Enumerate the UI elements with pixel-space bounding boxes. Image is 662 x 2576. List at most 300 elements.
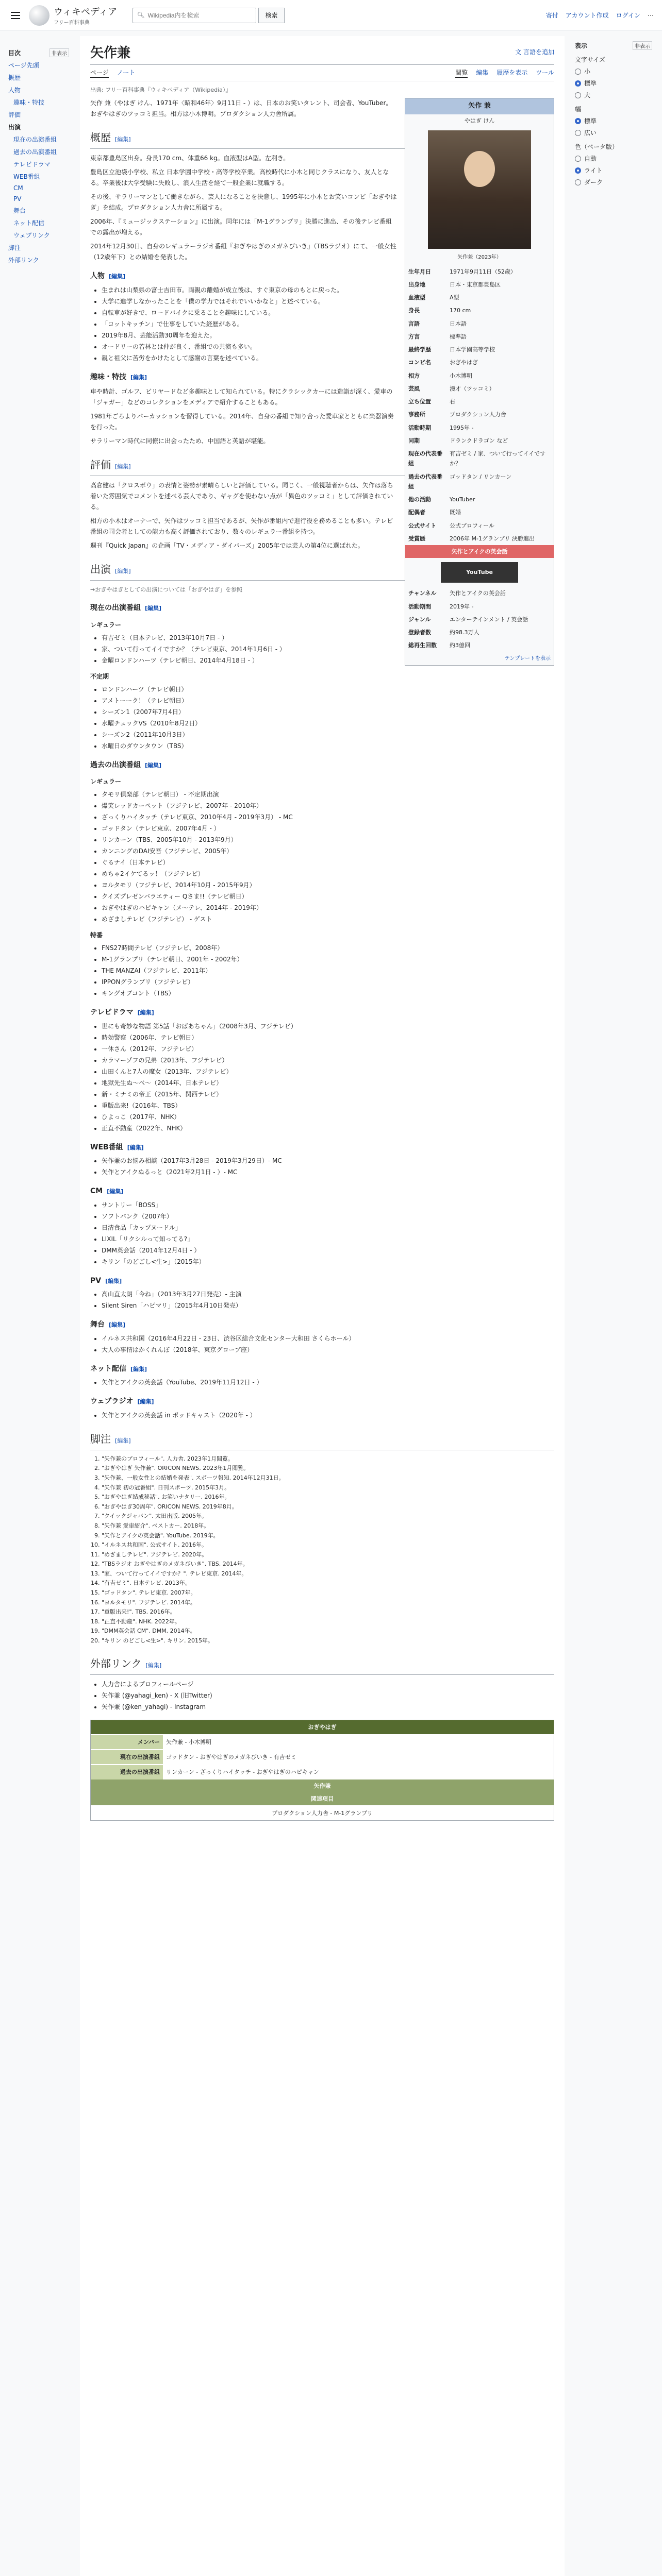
edit-link[interactable]: [編集] — [130, 374, 147, 381]
edit-label: 編集 — [140, 1009, 152, 1016]
section-shutsuen-title: 出演 — [90, 563, 111, 575]
language-icon: 文 — [515, 48, 522, 56]
list-item[interactable]: • 新・ミナミの帝王（2015年、関西テレビ） — [102, 1089, 554, 1100]
toc-item[interactable]: ネット配信 — [13, 219, 45, 227]
list-item[interactable]: • IPPONグランプリ（フジテレビ） — [102, 977, 554, 988]
appearance-option[interactable] — [575, 91, 652, 99]
edit-label: 編集 — [117, 463, 129, 470]
paragraph: サラリーマン時代に同僚に出会ったため、中国語と英語が堪能。 — [90, 437, 270, 445]
list-item[interactable]: • 2019年8月、芸能活動30周年を迎えた。 — [102, 330, 554, 341]
width-label: 幅 — [575, 106, 582, 113]
youtube-row — [405, 613, 554, 626]
list-item[interactable]: • ざっくりハイタッチ（テレビ東京、2010年4月 - 2019年3月） - MC — [102, 812, 554, 823]
option-label: ライト — [584, 167, 603, 174]
list-item[interactable]: • ぐるナイ（日本テレビ） — [102, 857, 554, 868]
edit-link[interactable]: [編集] — [115, 136, 131, 143]
toc-item[interactable]: ページ先頭 — [8, 62, 39, 69]
logo-title: ウィキペディア — [54, 7, 118, 18]
option-label: 広い — [584, 129, 597, 137]
infobox-value: 漫才（ツッコミ） — [450, 385, 495, 392]
appearance-option[interactable] — [575, 154, 652, 163]
photo-caption: 矢作兼（2023年） — [457, 255, 502, 260]
list-item[interactable]: • 矢作兼 (@ken_yahagi) - Instagram — [102, 1702, 554, 1713]
toc-sidebar — [0, 36, 77, 273]
edit-label: 編集 — [117, 568, 129, 574]
infobox-value: 小木博明 — [450, 372, 472, 379]
toc-item[interactable]: 評価 — [8, 111, 21, 118]
list-item[interactable]: 20. "キリン のどごし<生>". キリン. 2015年。 — [102, 1636, 554, 1646]
list-item[interactable]: • M-1グランプリ（テレビ朝日、2001年 - 2002年） — [102, 954, 554, 965]
search-box — [133, 8, 284, 23]
infobox-row — [405, 304, 554, 317]
navbox-row — [91, 1764, 554, 1779]
youtube-row — [405, 626, 554, 639]
edit-link[interactable]: [編集] — [109, 273, 126, 280]
infobox-key: 芸風 — [408, 385, 420, 392]
article-content — [90, 98, 554, 1821]
infobox-key: 現在の代表番組 — [408, 450, 442, 467]
list-item[interactable]: • DMM英会話（2014年12月4日 - ） — [102, 1245, 554, 1256]
infobox-value: 日本学園高等学校 — [450, 346, 495, 353]
edit-link[interactable]: [編集] — [145, 761, 162, 769]
infobox-value: 2006年 M-1グランプリ 決勝進出 — [450, 535, 535, 542]
list-item[interactable]: 2. "おぎやはぎ 矢作兼". ORICON NEWS. 2023年1月閲覧。 — [102, 1464, 554, 1473]
navbox-list[interactable]: リンカーン - ざっくりハイタッチ - おぎやはぎのハピキャン — [163, 1765, 554, 1779]
paragraph: 高倉健は「クロスボウ」の表情と姿勢が素晴らしいと評価している。同じく、一般視聴者からは、矢作は落ち着いた雰囲気でコメントを述べる芸人であり、ギャグを使わない点が「異色のツッコミ」として評価されている。 — [90, 482, 393, 511]
list-item[interactable]: • 大人の事情はかくれんぼ（2018年、東京グローブ座） — [102, 1345, 554, 1355]
radio-button[interactable] — [575, 156, 581, 162]
site-header — [0, 0, 662, 31]
paragraph: 東京都豊島区出身。身長170 cm、体重66 kg。血液型はA型。左利き。 — [90, 155, 290, 162]
radio-button[interactable] — [575, 69, 581, 75]
edit-label: 編集 — [111, 1321, 123, 1329]
section-net-title: ネット配信 — [90, 1364, 126, 1373]
section-cm — [90, 1185, 554, 1198]
edit-link[interactable]: [編集] — [130, 1365, 147, 1372]
tab-page[interactable]: ページ — [90, 68, 109, 78]
youtube-table — [405, 587, 554, 652]
infobox-value: YouTuber — [450, 496, 475, 503]
toc-item[interactable]: 概歴 — [8, 74, 21, 81]
youtube-row — [405, 600, 554, 613]
infobox-row — [405, 493, 554, 506]
section-pv-title: PV — [90, 1276, 102, 1285]
section-gaireki-title: 概歴 — [90, 131, 111, 144]
edit-link[interactable]: [編集] — [145, 1662, 162, 1669]
navbox-label: 過去の出演番組 — [91, 1765, 163, 1779]
youtube-value: 矢作とアイクの英会話 — [450, 590, 506, 597]
list-item[interactable]: • 「コットキッチン」で仕事をしていた経歴がある。 — [102, 319, 554, 330]
paragraph: 相方の小木はオーナーで、矢作はツッコミ担当であるが、矢作が番組内で進行役を務めることも多い。テレビ番組の司会者としての能力も高く評価されており、数々のレギュラー番組を持つ。 — [90, 517, 393, 535]
infobox-key: 言語 — [408, 320, 420, 327]
list-item[interactable]: 18. "正直不動産". NHK. 2022年。 — [102, 1617, 554, 1626]
list-item[interactable]: 15. "ゴッドタン". テレビ東京. 2007年。 — [102, 1588, 554, 1598]
list-item[interactable]: 1. "矢作兼のプロフィール". 人力舎. 2023年1月閲覧。 — [102, 1454, 554, 1464]
infobox-row — [405, 278, 554, 291]
list-item[interactable]: • ひよっこ（2017年、NHK） — [102, 1112, 554, 1123]
infobox-key: 相方 — [408, 372, 420, 379]
option-label: 大 — [584, 92, 591, 99]
navbox-row — [91, 1749, 554, 1764]
edit-link[interactable]: [編集] — [115, 1437, 131, 1444]
current-irregular-list — [102, 684, 554, 752]
list-item[interactable]: 13. "家、ついて行ってイイですか？". テレビ東京. 2014年。 — [102, 1569, 554, 1579]
site-logo-text[interactable] — [54, 5, 117, 26]
list-item[interactable]: • ロンドンハーツ（テレビ朝日） — [102, 684, 554, 695]
list-item[interactable]: • 金曜ロンドンハーツ（テレビ朝日、2014年4月18日 - ） — [102, 655, 554, 666]
more-options-icon[interactable]: ⋯ — [648, 11, 654, 19]
appearance-panel — [570, 36, 657, 195]
list-item[interactable]: • シーズン2（2011年10月3日） — [102, 730, 554, 740]
section-gaibu — [90, 1655, 554, 1675]
option-label: 小 — [584, 68, 591, 75]
youtube-key: チャンネル — [408, 590, 437, 597]
list-item[interactable]: 17. "重版出来!". TBS. 2016年。 — [102, 1607, 554, 1617]
youtube-row — [405, 587, 554, 600]
option-label: 標準 — [584, 117, 597, 125]
paragraph: 車や時計、ゴルフ、ビリヤードなど多趣味として知られている。特にクラシックカーには造詣が深く、愛車の「ジャガー」などのコレクションをメディアで紹介することもある。 — [90, 388, 393, 406]
list-item[interactable]: • 時効警察（2006年、テレビ朝日） — [102, 1032, 554, 1043]
infobox-value: 170 cm — [450, 307, 471, 314]
section-past-title: 過去の出演番組 — [90, 760, 141, 769]
infobox-table — [405, 265, 554, 546]
list-item[interactable]: • LIXIL「リクシルって知ってる?」 — [102, 1234, 554, 1245]
list-item[interactable]: • Silent Siren「ハピマリ」（2015年4月10日発売） — [102, 1300, 554, 1311]
list-item[interactable]: • THE MANZAI（フジテレビ、2011年） — [102, 965, 554, 976]
tab-read[interactable]: 閲覧 — [455, 68, 468, 78]
list-item[interactable]: • リンカーン（TBS、2005年10月 - 2013年9月） — [102, 835, 554, 845]
appearance-hide-button[interactable]: 非表示 — [633, 41, 652, 50]
toc-item[interactable]: 現在の出演番組 — [13, 136, 57, 143]
cm-list — [102, 1200, 554, 1267]
toc-item[interactable]: 趣味・特技 — [13, 99, 45, 106]
toc-item[interactable]: 脚注 — [8, 244, 21, 251]
section-gaibu-title: 外部リンク — [90, 1657, 142, 1670]
list-item[interactable]: • 生まれは山梨県の富士吉田市。両親の離婚が成立後は、すぐ東京の母のもとに戻った。 — [102, 285, 554, 296]
radio-button[interactable] — [575, 179, 581, 185]
infobox-value: ドランクドラゴン など — [450, 437, 508, 444]
paragraph: 2014年12月30日、自身のレギュラーラジオ番組『おぎやはぎのメガネびいき』（TBSラジオ）にて、一般女性（12歳年下）との結婚を発表した。 — [90, 243, 396, 261]
appearance-option[interactable] — [575, 128, 652, 137]
list-item[interactable]: 16. "ヨルタモリ". フジテレビ. 2014年。 — [102, 1598, 554, 1607]
list-item[interactable]: 9. "矢作とアイクの英会話". YouTube. 2019年。 — [102, 1531, 554, 1540]
list-item[interactable]: • 大学に進学しなかったことを「僕の学力ではそれでいいかなと」と述べている。 — [102, 296, 554, 307]
paragraph: 1981年ごろよりパーカッションを習得している。2014年、自身の番組で知り合った愛車家とともに楽器演奏を行った。 — [90, 413, 394, 431]
toc-item[interactable]: CM — [13, 184, 23, 192]
list-item[interactable]: • ソフトバンク（2007年） — [102, 1211, 554, 1222]
list-item[interactable]: • 正直不動産（2022年、NHK） — [102, 1123, 554, 1134]
edit-label: 編集 — [117, 1437, 129, 1444]
list-item[interactable]: • 家、ついて行ってイイですか？（テレビ東京、2014年1月6日 - ） — [102, 644, 554, 655]
list-item[interactable]: • クイズプレゼンバラエティー Qさま!!（テレビ朝日） — [102, 891, 554, 902]
list-item[interactable]: • 自転車が好きで、ロードバイクに乗ることを趣味にしている。 — [102, 308, 554, 318]
list-item[interactable]: • 日清食品「カップヌードル」 — [102, 1223, 554, 1233]
list-item[interactable]: 6. "おぎやはぎ30周年". ORICON NEWS. 2019年8月。 — [102, 1502, 554, 1512]
list-item[interactable]: • ゴッドタン（テレビ東京、2007年4月 - ） — [102, 823, 554, 834]
infobox-value: 1995年 - — [450, 424, 474, 431]
list-item[interactable]: • 有吉ゼミ（日本テレビ、2013年10月7日 - ） — [102, 633, 554, 643]
list-item[interactable]: • タモリ倶楽部（テレビ朝日） - 不定期出演 — [102, 789, 554, 800]
edit-link[interactable]: [編集] — [127, 1144, 144, 1151]
edit-label: 編集 — [111, 273, 123, 280]
past-regular-label: レギュラー — [90, 778, 122, 786]
radio-button[interactable] — [575, 92, 581, 98]
edit-label: 編集 — [133, 374, 145, 381]
tab-edit[interactable]: 編集 — [476, 69, 489, 76]
list-item[interactable]: • FNS27時間テレビ（フジテレビ、2008年） — [102, 943, 554, 954]
radio-button[interactable] — [575, 130, 581, 136]
list-item[interactable]: 7. "クイックジャパン". 太田出版. 2005年。 — [102, 1512, 554, 1521]
section-drama — [90, 1006, 554, 1019]
appearance-header — [575, 41, 652, 50]
navbox-group-1[interactable]: 矢作兼 — [91, 1780, 554, 1792]
edit-label: 編集 — [147, 761, 159, 769]
list-item[interactable]: • 水曜日のダウンタウン（TBS） — [102, 741, 554, 752]
list-item[interactable]: • 矢作とアイクの英会話（YouTube、2019年11月12日 - ） — [102, 1377, 554, 1388]
list-item[interactable]: • 山田くんと7人の魔女（2013年、フジテレビ） — [102, 1066, 554, 1077]
edit-link[interactable]: [編集] — [105, 1277, 122, 1284]
navbox-list[interactable]: 矢作兼 - 小木博明 — [163, 1735, 554, 1749]
list-item[interactable]: • サントリー「BOSS」 — [102, 1200, 554, 1211]
infobox-row — [405, 447, 554, 470]
list-item[interactable]: • めちゃ2イケてるッ！（フジテレビ） — [102, 869, 554, 879]
edit-link[interactable]: [編集] — [109, 1321, 126, 1329]
main-menu-button[interactable] — [8, 8, 23, 23]
stage-list — [102, 1333, 554, 1355]
edit-link[interactable]: [編集] — [137, 1009, 154, 1016]
infobox-value: 有吉ゼミ / 家、ついて行ってイイですか？ — [450, 450, 546, 467]
edit-label: 編集 — [140, 1398, 152, 1405]
list-item[interactable]: • 地獄先生ぬ〜べ〜（2014年、日本テレビ） — [102, 1078, 554, 1089]
infobox-value: 既婚 — [450, 509, 461, 516]
section-stage — [90, 1318, 554, 1331]
list-item[interactable]: • 矢作とアイクの英会話 in ポッドキャスト（2020年 - ） — [102, 1410, 554, 1421]
infobox-value: A型 — [450, 294, 459, 301]
portrait-photo[interactable] — [428, 130, 531, 249]
section-current-title: 現在の出演番組 — [90, 604, 141, 613]
list-item[interactable]: • シーズン1（2007年7月4日） — [102, 707, 554, 718]
toc-item[interactable]: WEB番組 — [13, 173, 40, 180]
list-item[interactable]: • ヨルタモリ（フジテレビ、2014年10月 - 2015年9月） — [102, 880, 554, 891]
radio-button[interactable] — [575, 167, 581, 174]
appearance-option[interactable] — [575, 79, 652, 88]
youtube-section-title: 矢作とアイクの英会話 — [405, 545, 554, 558]
create-account-link[interactable]: アカウント作成 — [565, 12, 609, 19]
wikipedia-globe-logo[interactable] — [29, 5, 49, 26]
list-item[interactable]: 3. "矢作兼、一般女性との結婚を発表". スポーツ報知. 2014年12月31日。 — [102, 1473, 554, 1483]
section-kyakuchu-title: 脚注 — [90, 1432, 111, 1445]
infobox-key: 立ち位置 — [408, 398, 431, 405]
list-item[interactable]: 10. "イルネス共和国". 公式サイト. 2016年。 — [102, 1540, 554, 1550]
infobox-key: 過去の代表番組 — [408, 473, 442, 490]
search-icon: 🔍︎ — [137, 11, 145, 19]
infobox-row — [405, 408, 554, 421]
infobox-row — [405, 506, 554, 519]
infobox-row — [405, 532, 554, 545]
special-label: 特番 — [90, 931, 103, 939]
infobox-row — [405, 265, 554, 278]
toc-title: 目次 — [8, 49, 21, 57]
list-item[interactable]: • 矢作兼 (@yahagi_ken) - X (旧Twitter) — [102, 1690, 554, 1701]
option-label: 自動 — [584, 155, 597, 162]
source-line: 出典: フリー百科事典『ウィキペディア（Wikipedia）』 — [90, 87, 231, 93]
section-shumi-title: 趣味・特技 — [90, 372, 126, 381]
infobox-row — [405, 369, 554, 382]
navbox-group2-list[interactable]: プロダクション人力舎 - M-1グランプリ — [91, 1806, 554, 1820]
edit-label: 編集 — [133, 1365, 145, 1372]
text-size-label: 文字サイズ — [575, 56, 606, 63]
appearance-option[interactable] — [575, 67, 652, 76]
navbox-row — [91, 1805, 554, 1820]
navbox-title[interactable]: おぎやはぎ — [91, 1720, 554, 1734]
list-item[interactable]: • 重版出来!（2016年、TBS） — [102, 1100, 554, 1111]
edit-label: 編集 — [147, 605, 159, 612]
list-item[interactable]: • 親と祖父に苦労をかけたとして感謝の言葉を述べている。 — [102, 353, 554, 364]
pv-list — [102, 1289, 554, 1311]
youtube-value: 約3億回 — [450, 642, 470, 649]
list-item[interactable]: • 矢作兼のお悩み相談（2017年3月28日 - 2019年3月29日）- MC — [102, 1156, 554, 1166]
drama-list — [102, 1021, 554, 1134]
infobox-row — [405, 382, 554, 395]
toc-item[interactable]: PV — [13, 195, 22, 202]
past-special-list — [102, 943, 554, 999]
edit-link[interactable]: [編集] — [137, 1398, 154, 1405]
color-label: 色（ベータ版） — [575, 143, 619, 150]
toc-hide-button[interactable]: 非表示 — [49, 48, 69, 57]
section-cm-title: CM — [90, 1187, 103, 1196]
appearance-option[interactable] — [575, 166, 652, 175]
list-item[interactable]: • 一休さん（2012年、フジテレビ） — [102, 1044, 554, 1055]
radio-button[interactable] — [575, 80, 581, 87]
edit-link[interactable]: [編集] — [145, 605, 162, 612]
template-link[interactable]: テンプレートを表示 — [504, 655, 551, 662]
navbox — [90, 1720, 554, 1821]
list-item[interactable]: 8. "矢作兼 愛車紹介". ベストカー. 2018年。 — [102, 1521, 554, 1531]
paragraph: 週刊『Quick Japan』の企画「TV・メディア・ダイバーズ」2005年では芸人の第4位に選ばれた。 — [90, 542, 364, 549]
toc-item[interactable]: ウェブリンク — [13, 232, 50, 239]
infobox-value: 右 — [450, 398, 455, 405]
list-item[interactable]: • 高山直太朗「今ね」（2013年3月27日発売）- 主演 — [102, 1289, 554, 1300]
navbox-label: 現在の出演番組 — [91, 1750, 163, 1764]
infobox-value: 1971年9月11日（52歳） — [450, 268, 516, 275]
infobox-key: 同期 — [408, 437, 420, 444]
list-item[interactable]: • 世にも奇妙な物語 第5話「おばあちゃん」（2008年3月、フジテレビ） — [102, 1021, 554, 1032]
list-item[interactable]: 19. "DMM英会話 CM". DMM. 2014年。 — [102, 1626, 554, 1636]
list-item[interactable]: • オードリーの若林とは仲が良く、番組での共演も多い。 — [102, 342, 554, 352]
toc-item[interactable]: 舞台 — [13, 207, 26, 214]
lang-label: 言語を追加 — [523, 48, 554, 56]
list-item[interactable]: • キングオブコント（TBS） — [102, 988, 554, 999]
edit-link[interactable]: [編集] — [115, 463, 131, 470]
tab-history[interactable]: 履歴を表示 — [496, 69, 528, 76]
section-web — [90, 1141, 554, 1154]
infobox-row — [405, 434, 554, 447]
list-item[interactable]: 5. "おぎやはぎ結成秘話". お笑いナタリー. 2016年。 — [102, 1493, 554, 1502]
infobox-row — [405, 356, 554, 369]
tab-talk[interactable]: ノート — [117, 69, 136, 76]
toc-item[interactable]: 出演 — [8, 124, 21, 131]
navbox-label: メンバー — [91, 1735, 163, 1749]
page-title: 矢作兼 — [90, 45, 131, 61]
infobox-key: 他の活動 — [408, 496, 431, 503]
edit-link[interactable]: [編集] — [115, 568, 131, 574]
infobox-key: 最終学歴 — [408, 346, 431, 353]
list-item[interactable]: • キリン「のどごし<生>」（2015年） — [102, 1257, 554, 1267]
toc-item[interactable]: 人物 — [8, 87, 21, 94]
list-item[interactable]: • おぎやはぎのハピキャン（メ〜テレ、2014年 - 2019年） — [102, 903, 554, 913]
navbox-list[interactable]: ゴッドタン - おぎやはぎのメガネびいき - 有吉ゼミ — [163, 1750, 554, 1764]
infobox-key: 活動時期 — [408, 424, 431, 431]
youtube-key: 登録者数 — [408, 629, 431, 636]
shutsuen-note: →おぎやはぎとしての出演については「おぎやはぎ」を参照 — [90, 586, 242, 593]
title-row — [90, 42, 554, 65]
list-item[interactable]: • 矢作とアイクぬるっと（2021年2月1日 - ）- MC — [102, 1167, 554, 1178]
regular-label: レギュラー — [90, 621, 122, 629]
infobox-title: 矢作 兼 — [405, 98, 554, 114]
list-item[interactable]: • 水曜チェックVS（2010年8月2日） — [102, 718, 554, 729]
logo-subtitle: フリー百科事典 — [54, 20, 90, 26]
youtube-logo — [405, 558, 554, 587]
infobox-row — [405, 343, 554, 356]
appearance-option[interactable] — [575, 178, 652, 187]
section-web-title: WEB番組 — [90, 1143, 123, 1151]
list-item[interactable]: • アメトーーク！（テレビ朝日） — [102, 696, 554, 706]
search-input[interactable] — [133, 8, 256, 23]
section-webradio — [90, 1395, 554, 1408]
infobox-row — [405, 421, 554, 434]
infobox-row — [405, 291, 554, 304]
list-item[interactable]: 14. "有吉ゼミ". 日本テレビ. 2013年。 — [102, 1579, 554, 1588]
list-item[interactable]: • イルネス共和国（2016年4月22日 - 23日、渋谷区総合文化センター大和田 さくらホール） — [102, 1333, 554, 1344]
section-past — [90, 759, 554, 772]
infobox-value: おぎやはぎ — [450, 359, 478, 366]
tab-tools[interactable]: ツール — [536, 69, 554, 76]
infobox-value: 日本語 — [450, 320, 467, 327]
toc-item[interactable]: 過去の出演番組 — [13, 148, 57, 156]
infobox-row — [405, 395, 554, 408]
youtube-key: 活動期間 — [408, 603, 431, 610]
list-item[interactable]: 4. "矢作兼 初の冠番組". 日刊スポーツ. 2015年3月。 — [102, 1483, 554, 1493]
radio-button[interactable] — [575, 118, 581, 124]
appearance-option[interactable] — [575, 116, 652, 125]
donate-link[interactable]: 寄付 — [545, 12, 558, 19]
section-webradio-title: ウェブラジオ — [90, 1397, 134, 1406]
search-button[interactable]: 検索 — [258, 8, 284, 23]
list-item[interactable]: • カンニングのDAI安吾（フジテレビ、2005年） — [102, 846, 554, 857]
infobox-key: 公式サイト — [408, 522, 437, 529]
toc-item[interactable]: 外部リンク — [8, 257, 39, 264]
list-item[interactable]: • カラマーゾフの兄弟（2013年、フジテレビ） — [102, 1055, 554, 1066]
user-links — [546, 11, 654, 20]
login-link[interactable]: ログイン — [616, 12, 640, 19]
lead-paragraph: 矢作 兼（やはぎ けん、1971年〈昭和46年〉9月11日 - ）は、日本のお笑いタレント、司会者、YouTuber。おぎやはぎのツッコミ担当。相方は小木博明。プロダクション人力舎所属。 — [90, 99, 392, 117]
list-item[interactable]: 11. "めざましテレビ". フジテレビ. 2020年。 — [102, 1550, 554, 1560]
infobox-key: 受賞歴 — [408, 535, 425, 542]
section-stage-title: 舞台 — [90, 1320, 105, 1329]
list-item[interactable]: 12. "TBSラジオ おぎやはぎのメガネびいき". TBS. 2014年。 — [102, 1560, 554, 1569]
toc-item[interactable]: テレビドラマ — [13, 161, 51, 168]
list-item[interactable]: • 人力舎によるプロフィールページ — [102, 1679, 554, 1690]
section-hyouka-title: 評価 — [90, 459, 111, 471]
navbox-group-2: 関連項目 — [91, 1792, 554, 1805]
list-item[interactable]: • 爆笑レッドカーペット（フジテレビ、2007年 - 2010年） — [102, 801, 554, 811]
infobox-key: コンビ名 — [408, 359, 431, 366]
option-label: ダーク — [584, 179, 603, 186]
option-label: 標準 — [584, 80, 597, 87]
edit-link[interactable]: [編集] — [107, 1188, 124, 1195]
list-item[interactable]: • めざましテレビ（フジテレビ） - ゲスト — [102, 914, 554, 925]
add-language-button[interactable] — [515, 47, 554, 56]
